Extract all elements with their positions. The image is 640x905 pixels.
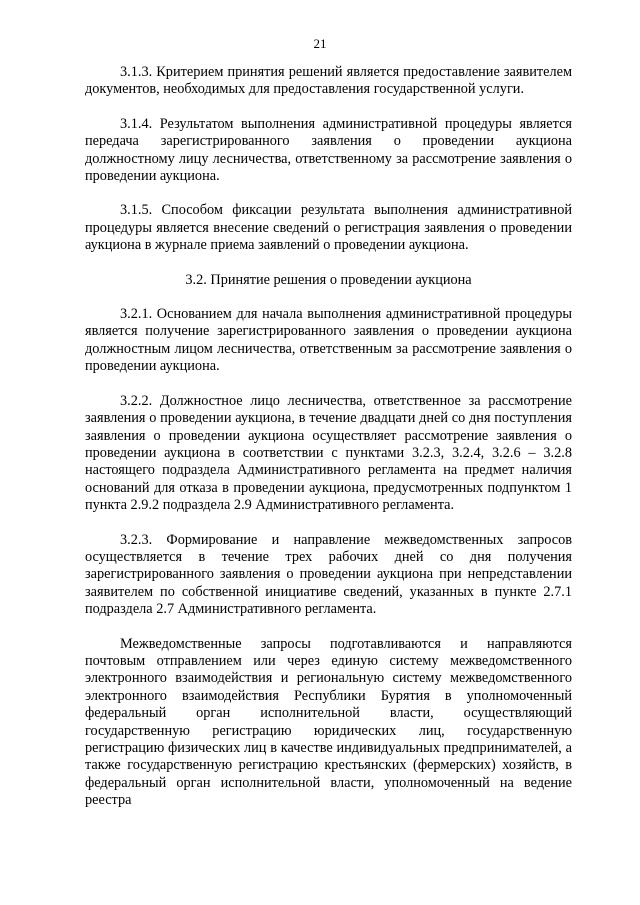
paragraph-3-1-4: 3.1.4. Результатом выполнения административной процедуры является передача зарегистрированного заявления о проведении аукциона должностному лицу лесничества, ответственному за рассмотрение заявления о проведении аукциона.	[85, 115, 572, 185]
paragraph-3-2-3: 3.2.3. Формирование и направление межведомственных запросов осуществляется в течение трех рабочих дней со дня получения зарегистрированного заявления о проведении аукциона при непредставлении заявителем по собственной инициативе сведений, указанных в пункте 2.7.1 подраздела 2.7 Административного регламента.	[85, 531, 572, 618]
page-number: 21	[313, 36, 327, 51]
paragraph-3-2-1: 3.2.1. Основанием для начала выполнения административной процедуры является получение зарегистрированного заявления о проведении аукциона должностным лицом лесничества, ответственным за рассмотрение заявления о проведении аукциона.	[85, 306, 572, 375]
document-body	[85, 64, 572, 810]
paragraph-3-1-3: 3.1.3. Критерием принятия решений является предоставление заявителем документов, необходимых для предоставления государственной услуги.	[85, 64, 572, 98]
section-heading-3-2: 3.2. Принятие решения о проведении аукциона	[185, 271, 472, 288]
paragraph-3-1-5: 3.1.5. Способом фиксации результата выполнения административной процедуры является внесение сведений о регистрация заявления о проведении аукциона в журнале приема заявлений о проведении аукциона.	[85, 202, 572, 254]
paragraph-interagency-requests: Межведомственные запросы подготавливаются и направляются почтовым отправлением или через единую систему межведомственного электронного взаимодействия и региональную систему межведомственного электронного взаимодействия Республики Бурятия в уполномоченный федеральный орган исполнительной власти, осуществляющий государственную регистрацию юридических лиц, государственную регистрацию физических лиц в качестве индивидуальных предпринимателей, а также государственную регистрацию крестьянских (фермерских) хозяйств, в федеральный орган исполнительной власти, уполномоченный на ведение реестра	[85, 635, 572, 809]
paragraph-3-2-2: 3.2.2. Должностное лицо лесничества, ответственное за рассмотрение заявления о проведении аукциона, в течение двадцати дней со дня поступления заявления о проведении аукциона осуществляет рассмотрение заявления о проведении аукциона в соответствии с пунктами 3.2.3, 3.2.4, 3.2.6 – 3.2.8 настоящего подраздела Административного регламента на предмет наличия оснований для отказа в проведении аукциона, предусмотренных подпунктом 1 пункта 2.9.2 подраздела 2.9 Административного регламента.	[85, 392, 572, 514]
